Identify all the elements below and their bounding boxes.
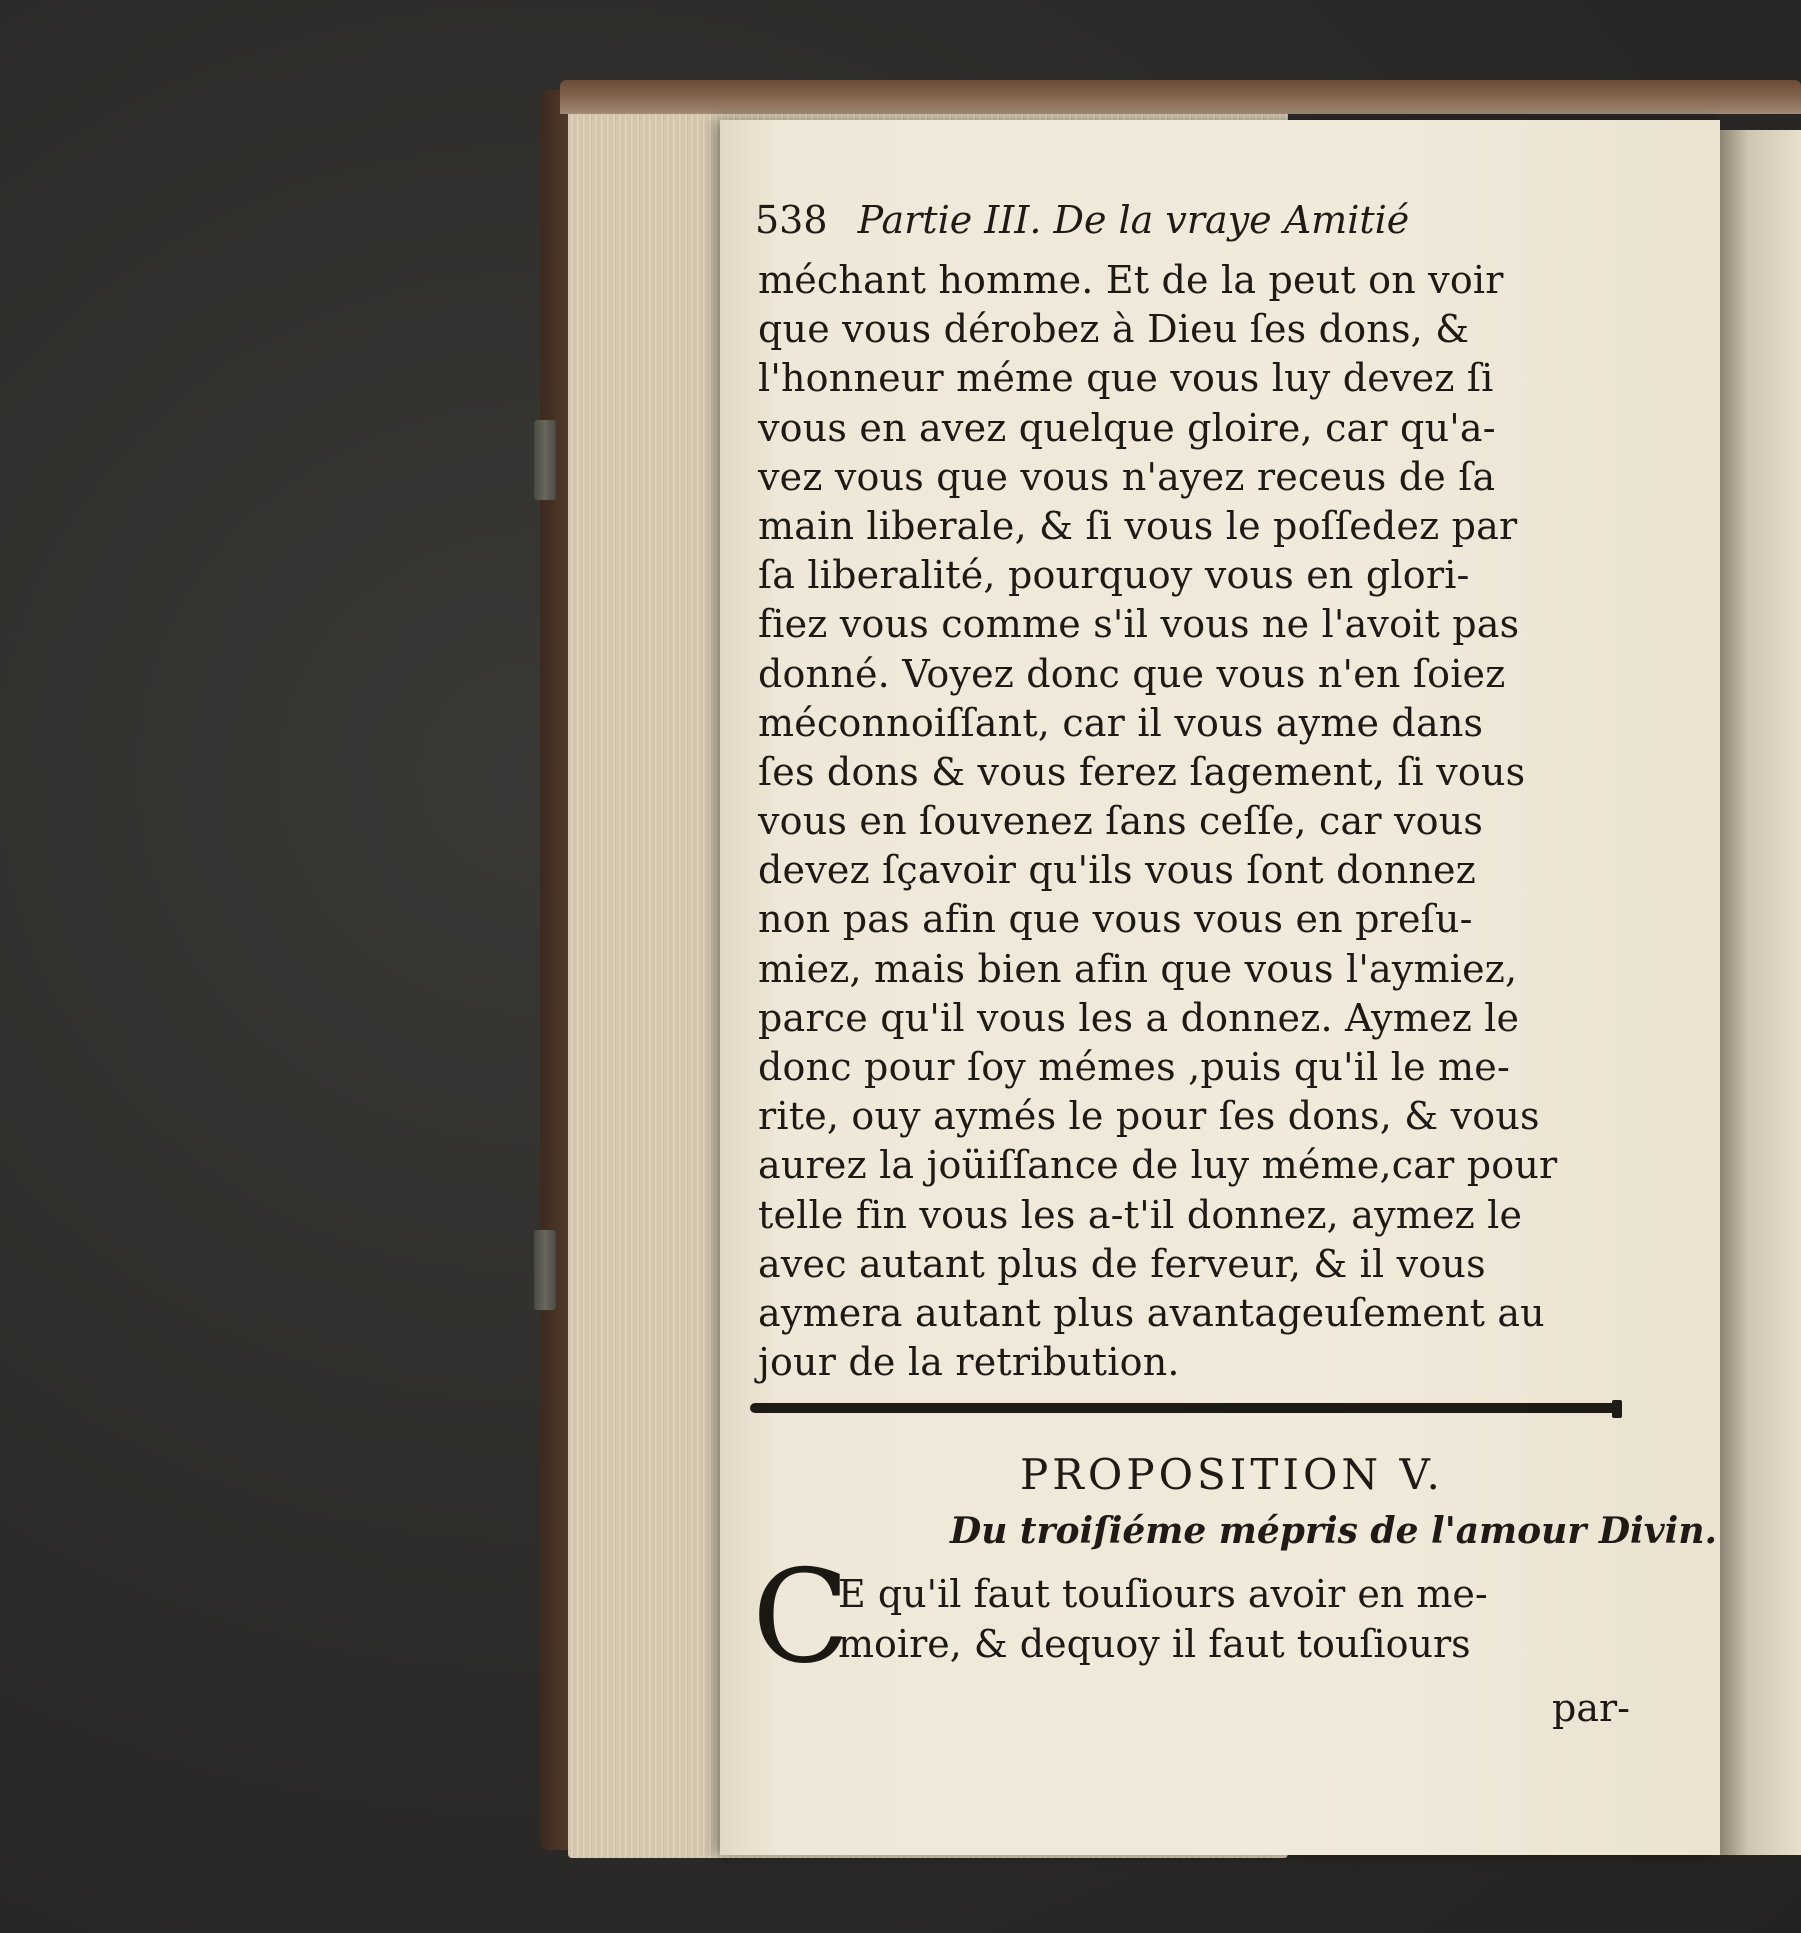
text-line: aurez la joüiſſance de luy méme,car pour <box>758 1143 1558 1188</box>
text-line: méchant homme. Et de la peut on voir <box>758 258 1504 302</box>
page-number: 538 <box>755 198 828 242</box>
text-line: ſes dons & vous ferez ſagement, ſi vous <box>758 749 1526 794</box>
running-header <box>755 198 1575 248</box>
text-line: ſa liberalité, pourquoy vous en glori- <box>758 553 1470 598</box>
text-line: avec autant plus de ferveur, & il vous <box>758 1241 1486 1286</box>
section-divider-rule <box>750 1403 1620 1413</box>
text-line: telle fin vous les a-t'il donnez, aymez le <box>758 1192 1523 1237</box>
book-top-edge <box>560 80 1801 114</box>
text-line: donc pour ſoy mémes ,puis qu'il le me- <box>758 1045 1510 1089</box>
text-line: l'honneur méme que vous luy devez ſi <box>758 356 1494 401</box>
section-heading: PROPOSITION V. <box>1020 1450 1444 1499</box>
text-line: méconnoiſſant, car il vous ayme dans <box>758 700 1484 745</box>
text-line: fiez vous comme s'il vous ne l'avoit pas <box>758 602 1520 647</box>
catchword: par- <box>1552 1686 1630 1730</box>
text-line: jour de la retribution. <box>758 1340 1180 1385</box>
text-line: donné. Voyez donc que vous n'en ſoiez <box>758 651 1506 696</box>
text-line: que vous dérobez à Dieu ſes dons, & <box>758 307 1470 352</box>
text-line: vous en avez quelque gloire, car qu'a- <box>758 405 1496 450</box>
text-line: devez ſçavoir qu'ils vous ſont donnez <box>758 848 1476 893</box>
section-subheading: Du troiſiéme mépris de l'amour Divin. <box>950 1510 1718 1552</box>
text-line: moire, & dequoy il faut touſiours <box>838 1622 1471 1666</box>
running-head-title: Partie III. De la vraye Amitié <box>857 198 1410 242</box>
body-text <box>758 256 1648 1387</box>
text-line: non pas afin que vous vous en preſu- <box>758 897 1473 942</box>
book-gutter <box>1720 130 1801 1855</box>
clasp-icon <box>534 420 556 500</box>
text-line: aymera autant plus avantageuſement au <box>758 1290 1545 1335</box>
text-line: E qu'il faut touſiours avoir en me- <box>838 1572 1488 1616</box>
text-line: parce qu'il vous les a donnez. Aymez le <box>758 995 1520 1040</box>
text-line: miez, mais bien afin que vous l'aymiez, <box>758 946 1518 991</box>
text-line: vez vous que vous n'ayez receus de ſa <box>758 454 1496 499</box>
section-divider-end <box>1612 1400 1622 1418</box>
text-line: rite, ouy aymés le pour ſes dons, & vous <box>758 1094 1540 1139</box>
text-line: main liberale, & ſi vous le poſſedez par <box>758 503 1518 548</box>
drop-cap: C <box>752 1543 850 1692</box>
text-line: vous en ſouvenez ſans ceſſe, car vous <box>758 799 1484 844</box>
clasp-icon <box>534 1230 556 1310</box>
